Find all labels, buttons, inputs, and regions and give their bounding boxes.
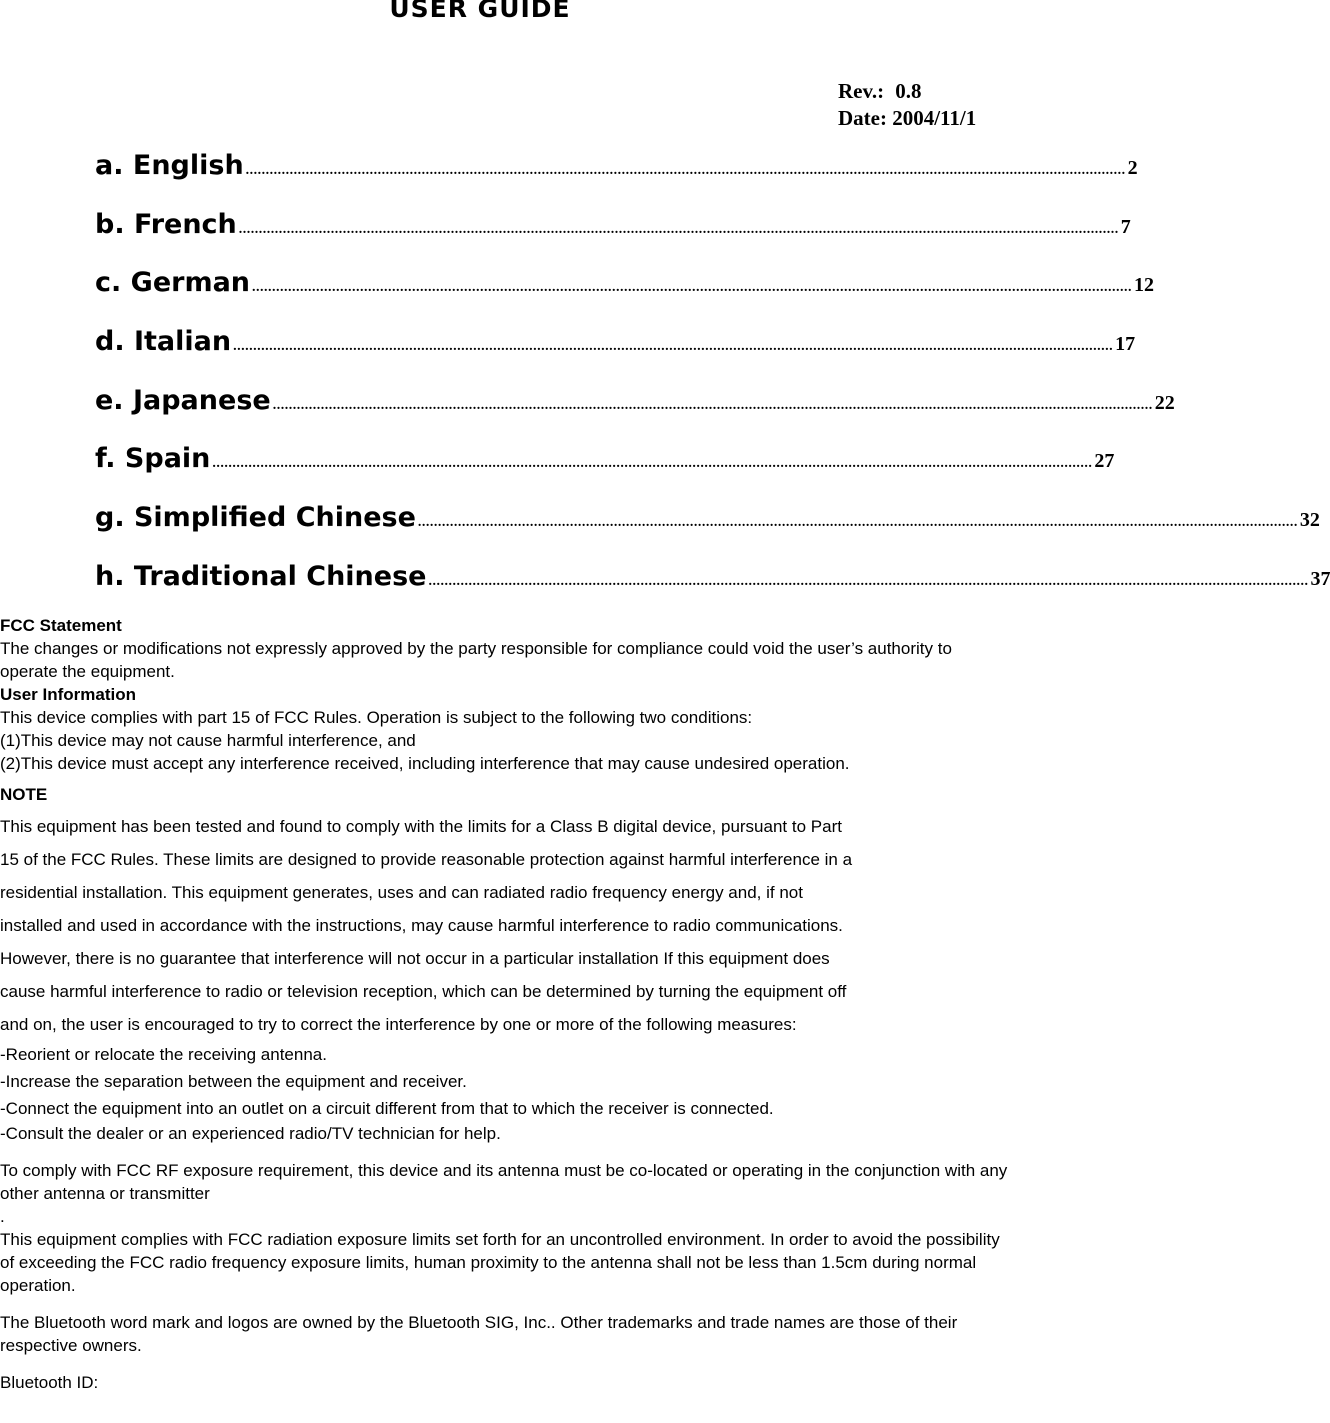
rev-value: 0.8 bbox=[895, 79, 922, 103]
toc-entry-page: 12 bbox=[1134, 274, 1155, 297]
toc-leader-dots: ............................................................................................................................................................................................................................ bbox=[238, 221, 1119, 237]
toc-entry-label: g. Simplified Chinese bbox=[95, 502, 416, 534]
note-line: However, there is no guarantee that interference will not occur in a particular installation If this equipment does bbox=[0, 949, 830, 968]
toc-entry[interactable] bbox=[95, 208, 1131, 268]
user-info-line: (2)This device must accept any interference received, including interference that may cause undesired operation. bbox=[0, 754, 850, 773]
note-measure: -Increase the separation between the equipment and receiver. bbox=[0, 1072, 467, 1091]
rf-dot: . bbox=[0, 1207, 5, 1226]
toc-leader-dots: ............................................................................................................................................................................................................................ bbox=[417, 515, 1298, 531]
toc-entry-page: 17 bbox=[1115, 333, 1136, 356]
toc-entry-label: f. Spain bbox=[95, 443, 211, 475]
note-heading: NOTE bbox=[0, 785, 48, 804]
toc-entry[interactable] bbox=[95, 326, 1136, 385]
note-line: 15 of the FCC Rules. These limits are designed to provide reasonable protection against harmful interference in a bbox=[0, 850, 853, 869]
user-info-heading: User Information bbox=[0, 685, 137, 704]
regulatory-text bbox=[0, 614, 1009, 1394]
toc-entry-page: 32 bbox=[1299, 509, 1320, 532]
user-info-line: (1)This device may not cause harmful interference, and bbox=[0, 731, 416, 750]
note-line: residential installation. This equipment generates, uses and can radiated radio frequency energy and, if not bbox=[0, 883, 803, 902]
note-line: and on, the user is encouraged to try to correct the interference by one or more of the following measures: bbox=[0, 1015, 797, 1034]
toc-entry[interactable] bbox=[95, 443, 1115, 502]
toc-entry-page: 37 bbox=[1310, 567, 1330, 590]
rf-exposure-limits-text: This equipment complies with FCC radiation exposure limits set forth for an uncontrolled environment. In order to avoid the possibility of exceeding the FCC radio frequency exposure limits, human proximity to the antenna shall not be less than 1.5cm during normal operation. bbox=[0, 1230, 1000, 1295]
toc-leader-dots: ............................................................................................................................................................................................................................ bbox=[428, 573, 1309, 589]
note-measure: -Reorient or relocate the receiving antenna. bbox=[0, 1045, 327, 1064]
bluetooth-id-label: Bluetooth ID: bbox=[0, 1373, 99, 1392]
toc-entry-label: c. German bbox=[95, 267, 251, 299]
toc-entry-page: 7 bbox=[1120, 215, 1131, 238]
bluetooth-trademark-text: The Bluetooth word mark and logos are owned by the Bluetooth SIG, Inc.. Other trademarks and trade names are those of their respective owners. bbox=[0, 1313, 958, 1355]
note-line: installed and used in accordance with the instructions, may cause harmful interference to radio communications. bbox=[0, 916, 843, 935]
note-line: cause harmful interference to radio or television reception, which can be determined by turning the equipment off bbox=[0, 982, 847, 1001]
note-section bbox=[0, 780, 1009, 1145]
toc-leader-dots: ............................................................................................................................................................................................................................ bbox=[252, 280, 1133, 296]
toc-entry-label: h. Traditional Chinese bbox=[95, 560, 427, 592]
fcc-heading: FCC Statement bbox=[0, 616, 122, 635]
toc-entry-page: 22 bbox=[1154, 391, 1175, 414]
revision-date: Date: 2004/11/1 bbox=[838, 106, 977, 130]
toc-entry[interactable] bbox=[95, 150, 1138, 209]
document-title: USER GUIDE bbox=[389, 0, 571, 23]
toc-leader-dots: ............................................................................................................................................................................................................................ bbox=[233, 339, 1114, 355]
toc-entry-label: a. English bbox=[95, 150, 244, 181]
toc-leader-dots: ............................................................................................................................................................................................................................ bbox=[272, 397, 1153, 413]
note-line: This equipment has been tested and found to comply with the limits for a Class B digital device, pursuant to Part bbox=[0, 817, 842, 836]
table-of-contents bbox=[95, 150, 1330, 620]
toc-leader-dots: ............................................................................................................................................................................................................................ bbox=[245, 163, 1126, 178]
toc-entry-label: d. Italian bbox=[95, 326, 232, 358]
toc-entry[interactable] bbox=[95, 384, 1175, 444]
toc-entry-label: e. Japanese bbox=[95, 384, 271, 416]
toc-entry-page: 27 bbox=[1094, 450, 1115, 473]
rev-label: Rev.: bbox=[838, 79, 885, 103]
fcc-text: The changes or modifications not expressly approved by the party responsible for compliance could void the user’s authority to operate the equipment. bbox=[0, 639, 952, 681]
revision-block bbox=[838, 78, 976, 132]
note-measure: -Connect the equipment into an outlet on a circuit different from that to which the receiver is connected. bbox=[0, 1099, 774, 1118]
rf-exposure-text: To comply with FCC RF exposure requirement, this device and its antenna must be co-located or operating in the conjunction with any other antenna or transmitter bbox=[0, 1161, 1008, 1203]
toc-entry[interactable] bbox=[95, 560, 1330, 620]
user-info-line: This device complies with part 15 of FCC Rules. Operation is subject to the following two conditions: bbox=[0, 708, 753, 727]
toc-entry[interactable] bbox=[95, 267, 1155, 326]
note-measure: -Consult the dealer or an experienced radio/TV technician for help. bbox=[0, 1124, 501, 1143]
toc-entry[interactable] bbox=[95, 502, 1320, 561]
toc-entry-label: b. French bbox=[95, 208, 237, 240]
toc-entry-page: 2 bbox=[1127, 157, 1138, 179]
toc-leader-dots: ............................................................................................................................................................................................................................ bbox=[212, 456, 1093, 472]
